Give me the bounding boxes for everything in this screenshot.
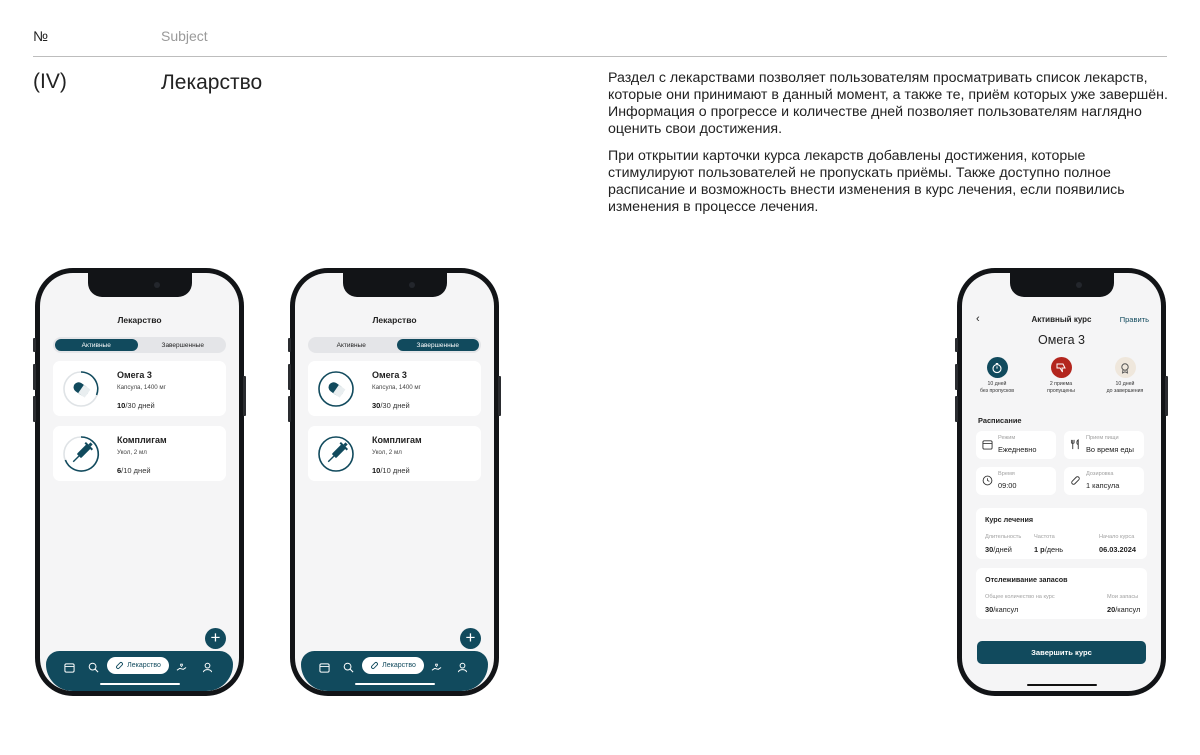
- header-divider: [33, 56, 1167, 57]
- profile-icon[interactable]: [457, 662, 468, 673]
- med-progress: 30/30 дней: [372, 401, 410, 410]
- med-dose: Укол, 2 мл: [372, 449, 402, 456]
- med-card[interactable]: [308, 361, 481, 416]
- phone-active-list: [35, 268, 244, 696]
- pill-icon: [370, 661, 379, 670]
- timer-icon: [991, 362, 1003, 374]
- achievement-badge: 10 дней без пропусков: [967, 357, 1027, 394]
- add-med-button[interactable]: +: [205, 628, 226, 649]
- column-subject-label: Subject: [161, 28, 208, 44]
- pill-icon: [62, 370, 100, 408]
- tab-active[interactable]: Активные: [55, 339, 138, 351]
- pill-icon: [317, 370, 355, 408]
- phone-completed-list: [290, 268, 499, 696]
- screen-title: Активный курс: [1031, 315, 1092, 324]
- description-paragraph: Раздел с лекарствами позволяет пользователям просматривать список лекарств, которые они принимают в данный момент, а также те, приём которых уже завершён. Информация о прогрессе и количестве дней позволяет пользователям наглядно оценить свои достижения.: [608, 70, 1168, 137]
- med-card[interactable]: [308, 426, 481, 481]
- thumb-down-icon: [1055, 362, 1067, 374]
- med-progress: 10/10 дней: [372, 466, 410, 475]
- med-name: Комплигам: [117, 435, 167, 445]
- med-card[interactable]: [53, 361, 226, 416]
- med-dose: Капсула, 1400 мг: [372, 384, 421, 391]
- nav-medicine[interactable]: [362, 657, 424, 674]
- finish-course-button[interactable]: Завершить курс: [977, 641, 1146, 664]
- calendar-icon[interactable]: [64, 662, 75, 673]
- search-icon[interactable]: [88, 662, 99, 673]
- achievement-badge: 2 приема пропущены: [1031, 357, 1091, 394]
- section-description: [608, 70, 1170, 226]
- schedule-title: Расписание: [978, 416, 1022, 425]
- schedule-tile[interactable]: Время 09:00: [976, 467, 1056, 495]
- hand-heart-icon[interactable]: [176, 662, 187, 673]
- clock-icon: [982, 475, 993, 486]
- nav-medicine-label: Лекарство: [382, 662, 416, 669]
- section-number: (IV): [33, 70, 67, 93]
- description-paragraph: При открытии карточки курса лекарств добавлены достижения, которые стимулируют пользователей не пропускать приёмы. Также доступно полное расписание и возможность внести изменения в курс лечения, если появились изменения в процессе лечения.: [608, 148, 1125, 215]
- calendar-icon: [982, 439, 993, 450]
- tab-active[interactable]: Активные: [336, 341, 366, 349]
- tab-completed[interactable]: Завершенные: [161, 341, 204, 349]
- phone-course-detail: [957, 268, 1166, 696]
- med-name: Омега 3: [372, 370, 407, 380]
- schedule-tile[interactable]: Прием пищи Во время еды: [1064, 431, 1144, 459]
- nav-medicine[interactable]: [107, 657, 169, 674]
- section-title: Лекарство: [161, 71, 263, 94]
- tab-completed[interactable]: Завершенные: [397, 339, 480, 351]
- add-med-button[interactable]: +: [460, 628, 481, 649]
- med-name: Комплигам: [372, 435, 422, 445]
- course-title: Курс лечения: [985, 515, 1034, 524]
- med-dose: Капсула, 1400 мг: [117, 384, 166, 391]
- column-number-label: №: [33, 28, 49, 44]
- nav-medicine-label: Лекарство: [127, 662, 161, 669]
- stock-title: Отслеживание запасов: [985, 575, 1068, 584]
- med-dose: Укол, 2 мл: [117, 449, 147, 456]
- med-progress: 6/10 дней: [117, 466, 151, 475]
- syringe-icon: [62, 435, 100, 473]
- syringe-icon: [317, 435, 355, 473]
- schedule-tile[interactable]: Дозировка 1 капсула: [1064, 467, 1144, 495]
- achievement-badge: 10 дней до завершения: [1095, 357, 1155, 394]
- med-card[interactable]: [53, 426, 226, 481]
- course-box: Курс лечения Длительность Частота Начало курса 30/дней 1 р/день 06.03.2024: [976, 508, 1147, 559]
- pill-icon: [1070, 475, 1081, 486]
- profile-icon[interactable]: [202, 662, 213, 673]
- screen-title: Лекарство: [117, 315, 162, 325]
- hand-heart-icon[interactable]: [431, 662, 442, 673]
- search-icon[interactable]: [343, 662, 354, 673]
- pill-icon: [115, 661, 124, 670]
- segmented-control: [308, 337, 481, 353]
- med-name: Омега 3: [1038, 333, 1085, 347]
- calendar-icon[interactable]: [319, 662, 330, 673]
- bottom-nav: [46, 651, 233, 691]
- screen-title: Лекарство: [372, 315, 417, 325]
- schedule-tile[interactable]: Режим Ежедневно: [976, 431, 1056, 459]
- back-chevron-icon[interactable]: ‹: [976, 313, 980, 325]
- med-name: Омега 3: [117, 370, 152, 380]
- fork-knife-icon: [1070, 439, 1081, 450]
- medal-icon: [1119, 362, 1131, 374]
- stock-box: Отслеживание запасов Общее количество на курс Мои запасы 30/капсул 20/капсул: [976, 568, 1147, 619]
- edit-button[interactable]: Править: [1119, 315, 1149, 324]
- med-progress: 10/30 дней: [117, 401, 155, 410]
- segmented-control: [53, 337, 226, 353]
- bottom-nav: [301, 651, 488, 691]
